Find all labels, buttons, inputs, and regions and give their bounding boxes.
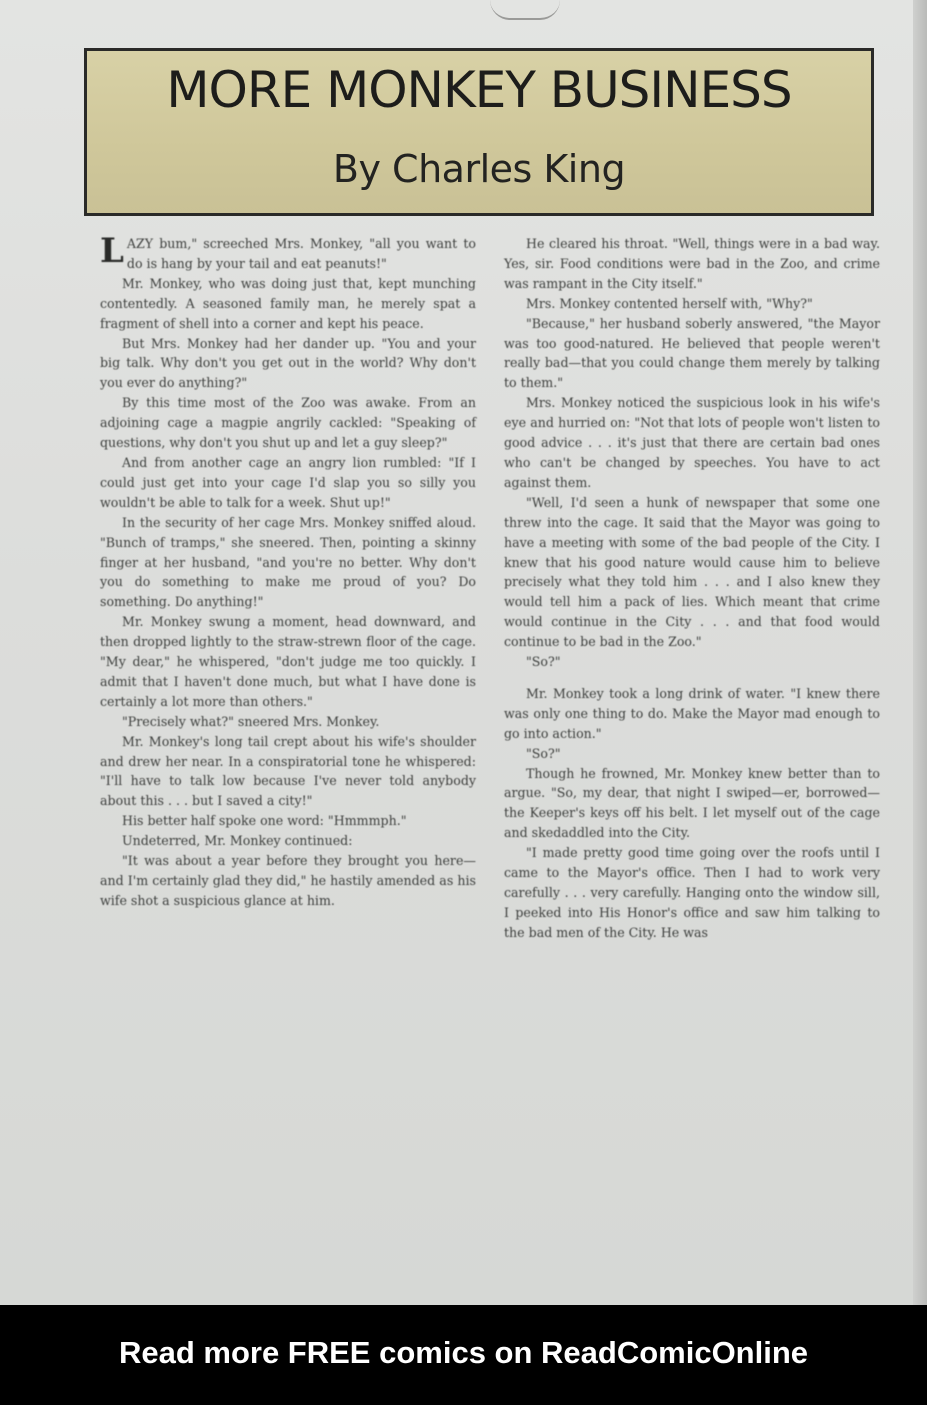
paragraph: "I made pretty good time going over the roofs until I came to the Mayor's office. Then I had to work very carefully . . . very carefully. Hanging onto the window sill, I peeked into His Honor's office and saw him talking to the bad men of the City. He was xyxy=(504,845,880,940)
paragraph: But Mrs. Monkey had her dander up. "You and your big talk. Why don't you get out in the world? Why don't you ever do anything?" xyxy=(100,335,476,391)
paragraph: Mrs. Monkey contented herself with, "Why?" xyxy=(526,295,813,311)
paragraph: By this time most of the Zoo was awake. From an adjoining cage a magpie angrily cackled: "Speaking of questions, why don't you shut up and let a guy sleep?" xyxy=(100,395,476,451)
paragraph: Mrs. Monkey noticed the suspicious look in his wife's eye and hurried on: "Not that lots of people won't listen to good advice . . . it's just that there are certain bad ones who can't be changed by speeches. You have to act against them. xyxy=(504,395,880,490)
paragraph: Mr. Monkey swung a moment, head downward, and then dropped lightly to the straw-strewn floor of the cage. "My dear," he whispered, "don't judge me too quickly. I admit that I haven't done much, but what I have done is certainly a lot more than others." xyxy=(100,614,476,709)
paragraph: And from another cage an angry lion rumbled: "If I could just get into your cage I'd slap you so silly you wouldn't be able to talk for a week. Shut up!" xyxy=(100,454,476,510)
paragraph: "Well, I'd seen a hunk of newspaper that some one threw into the cage. It said that the Mayor was going to have a meeting with some of the bad people of the City. I knew that his good nature would cause him to believe precisely what they told him . . . and I also knew they would tell him a pack of lies. Which meant that crime would continue in the City . . . and that food would continue to be bad in the Zoo." xyxy=(504,494,880,650)
paragraph: Mr. Monkey took a long drink of water. "I knew there was only one thing to do. Make the Mayor mad enough to go into action." xyxy=(504,685,880,741)
article-title: MORE MONKEY BUSINESS xyxy=(166,61,792,119)
page-curl xyxy=(490,0,560,20)
paragraph: In the security of her cage Mrs. Monkey sniffed aloud. "Bunch of tramps," she sneered. Then, pointing a skinny finger at her husband, "and you're no better. Why don't you do something to make me proud of you? Do something. Do anything!" xyxy=(100,514,476,610)
article-byline: By Charles King xyxy=(332,147,626,191)
paragraph: "Because," her husband soberly answered, "the Mayor was too good-natured. He believed that people weren't really bad—that you could change them merely by talking to them." xyxy=(504,315,880,391)
paragraph: Mr. Monkey's long tail crept about his wife's shoulder and drew her near. In a conspiratorial tone he whispered: "I'll have to talk low because I've never told anybody about this . . . but I saved a city!" xyxy=(100,733,476,809)
paragraph: He cleared his throat. "Well, things were in a bad way. Yes, sir. Food conditions were bad in the Zoo, and crime was rampant in the City itself." xyxy=(504,236,880,291)
paragraph: LAZY bum," screeched Mrs. Monkey, "all you want to do is hang by your tail and eat peanuts!" xyxy=(100,231,476,271)
paragraph: Mr. Monkey, who was doing just that, kept munching contentedly. A seasoned family man, he merely spat a fragment of shell into a corner and kept his peace. xyxy=(100,275,476,331)
page-edge xyxy=(913,0,927,1305)
left-column xyxy=(100,231,476,911)
paragraph: "Precisely what?" sneered Mrs. Monkey. xyxy=(122,713,380,729)
paragraph: "So?" xyxy=(526,654,561,670)
promo-banner[interactable] xyxy=(0,1305,927,1405)
right-column xyxy=(504,234,880,943)
paragraph: His better half spoke one word: "Hmmmph." xyxy=(122,813,407,829)
paragraph: "So?" xyxy=(526,745,561,761)
paragraph: Undeterred, Mr. Monkey continued: xyxy=(122,833,353,849)
paragraph: "It was about a year before they brought you here—and I'm certainly glad they did," he hastily amended as his wife shot a suspicious glance at him. xyxy=(100,853,476,908)
drop-cap: L xyxy=(100,231,124,271)
title-box xyxy=(84,48,874,216)
paragraph: Though he frowned, Mr. Monkey knew better than to argue. "So, my dear, that night I swiped—er, borrowed—the Keeper's keys off his belt. I let myself out of the cage and skedaddled into the City. xyxy=(504,765,880,841)
promo-banner-text[interactable]: Read more FREE comics on ReadComicOnline xyxy=(118,1335,809,1370)
